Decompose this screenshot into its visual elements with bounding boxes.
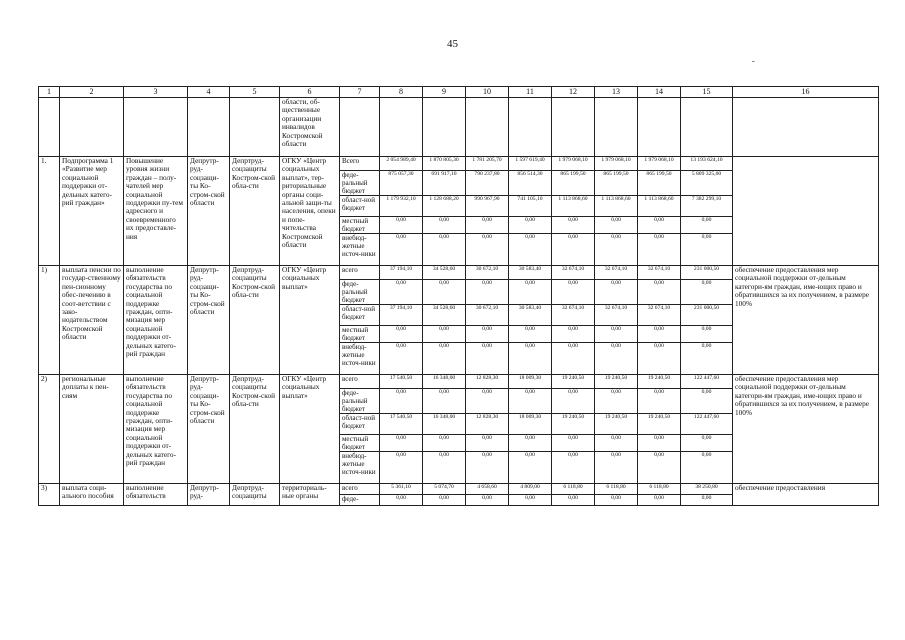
amount-cell: 1 113 868,60	[638, 196, 681, 217]
amount-cell: 0,00	[638, 326, 681, 343]
amount-cell: 0,00	[380, 495, 423, 506]
amount-cell: 741 105,10	[509, 196, 552, 217]
amount-cell: 17 540,50	[380, 414, 423, 435]
amount-cell: 5 809 325,00	[681, 171, 733, 196]
amount-cell: 0,00	[552, 280, 595, 305]
row-number: 1.	[39, 157, 60, 266]
column-header: 7	[340, 87, 380, 98]
amount-cell: 0,00	[423, 389, 466, 414]
amount-cell: 4 809,00	[509, 484, 552, 495]
empty-cell	[681, 98, 733, 157]
amount-cell: 856 514,30	[509, 171, 552, 196]
empty-cell	[380, 98, 423, 157]
amount-cell: 0,00	[552, 326, 595, 343]
amount-cell: 0,00	[595, 452, 638, 484]
amount-cell: 32 674,10	[552, 266, 595, 280]
measure-name: региональные доплаты к пен-сиям	[60, 375, 124, 484]
column-header: 1	[39, 87, 60, 98]
column-header: 3	[124, 87, 188, 98]
amount-cell: 0,00	[681, 452, 733, 484]
amount-cell: 0,00	[380, 435, 423, 452]
amount-cell: 30 672,10	[466, 266, 509, 280]
amount-cell: 0,00	[509, 495, 552, 506]
amount-cell: 1 979 068,10	[638, 157, 681, 171]
amount-cell: 0,00	[380, 343, 423, 375]
amount-cell: 0,00	[423, 234, 466, 266]
amount-cell: 0,00	[509, 435, 552, 452]
column-header: 8	[380, 87, 423, 98]
funding-source: област-ной бюджет	[340, 196, 380, 217]
coexecutor-org: Депртруд-соцзащиты Костром-ской обла-сти	[230, 157, 280, 266]
amount-cell: 19 240,50	[552, 375, 595, 389]
amount-cell: 0,00	[466, 280, 509, 305]
amount-cell: 32 674,10	[595, 266, 638, 280]
amount-cell: 32 674,10	[552, 305, 595, 326]
amount-cell: 19 240,50	[638, 375, 681, 389]
amount-cell: 5 074,70	[423, 484, 466, 495]
amount-cell: 19 240,50	[595, 414, 638, 435]
amount-cell: 6 118,80	[595, 484, 638, 495]
amount-cell: 865 199,50	[552, 171, 595, 196]
header-row	[39, 87, 879, 98]
amount-cell: 0,00	[380, 217, 423, 234]
amount-cell: 0,00	[552, 217, 595, 234]
empty-cell	[423, 98, 466, 157]
funding-source: област-ной бюджет	[340, 414, 380, 435]
amount-cell: 4 658,60	[466, 484, 509, 495]
amount-cell: 0,00	[423, 435, 466, 452]
funding-source: местный бюджет	[340, 435, 380, 452]
expected-result	[733, 157, 879, 266]
amount-cell: 0,00	[595, 495, 638, 506]
funding-source: всего	[340, 484, 380, 495]
amount-cell: 0,00	[552, 435, 595, 452]
responsible-org: Депрутр-руд-соцзащи-ты Ко-стром-ской области	[188, 266, 230, 375]
responsible-org: Депрутр-руд-	[188, 484, 230, 506]
coexecutor-org: Депртруд-соцзащиты	[230, 484, 280, 506]
column-header: 6	[280, 87, 340, 98]
amount-cell: 0,00	[681, 217, 733, 234]
amount-cell: 16 348,00	[423, 375, 466, 389]
table-row	[39, 375, 879, 389]
amount-cell: 0,00	[466, 343, 509, 375]
amount-cell: 0,00	[595, 326, 638, 343]
empty-cell	[340, 98, 380, 157]
expected-result: обеспечение предоставления мер социальной поддержки от-дельным категори-ям граждан, име-ющих право и обратившихся за их получением, в размере 100%	[733, 375, 879, 484]
amount-cell: 691 917,10	[423, 171, 466, 196]
row-number: 1)	[39, 266, 60, 375]
empty-cell	[509, 98, 552, 157]
coexecutor-org: Депртруд-соцзащиты Костром-ской обла-сти	[230, 266, 280, 375]
amount-cell: 18 009,30	[509, 414, 552, 435]
amount-cell: 0,00	[380, 280, 423, 305]
column-header: 15	[681, 87, 733, 98]
amount-cell: 38 250,80	[681, 484, 733, 495]
amount-cell: 32 674,10	[595, 305, 638, 326]
measure-goal: Повышение уровня жизни граждан – полу-чателей мер социальной поддержки пу-тем адресного и своевременного их предоставле-ния	[124, 157, 188, 266]
empty-cell	[466, 98, 509, 157]
column-header: 9	[423, 87, 466, 98]
funding-source: всего	[340, 266, 380, 280]
amount-cell: 34 528,60	[423, 266, 466, 280]
measure-goal: выполнение обязательств	[124, 484, 188, 506]
amount-cell: 0,00	[638, 435, 681, 452]
amount-cell: 0,00	[423, 343, 466, 375]
amount-cell: 0,00	[466, 495, 509, 506]
measure-goal: выполнение обязательств государства по социальной поддержке граждан, опти-мизация мер социальной поддержки от-дельных катего-рий граждан	[124, 266, 188, 375]
amount-cell: 0,00	[466, 435, 509, 452]
amount-cell: 122 447,60	[681, 375, 733, 389]
amount-cell: 0,00	[595, 435, 638, 452]
amount-cell: 0,00	[380, 452, 423, 484]
amount-cell: 0,00	[681, 326, 733, 343]
empty-cell	[230, 98, 280, 157]
amount-cell: 0,00	[638, 234, 681, 266]
column-header: 13	[595, 87, 638, 98]
amount-cell: 0,00	[681, 280, 733, 305]
column-header: 2	[60, 87, 124, 98]
responsible-org: Депрутр-руд-соцзащи-ты Ко-стром-ской области	[188, 157, 230, 266]
amount-cell: 32 674,10	[638, 266, 681, 280]
amount-cell: 0,00	[466, 452, 509, 484]
table-row	[39, 484, 879, 495]
amount-cell: 0,00	[638, 343, 681, 375]
row-number: 2)	[39, 375, 60, 484]
amount-cell: 5 361,10	[380, 484, 423, 495]
table-body	[39, 87, 879, 506]
funding-source: местный бюджет	[340, 217, 380, 234]
funding-source: феде-ральный бюджет	[340, 171, 380, 196]
funding-source: феде-ральный бюджет	[340, 389, 380, 414]
coexecutor-org: Депртруд-соцзащиты Костром-ской обла-сти	[230, 375, 280, 484]
amount-cell: 0,00	[423, 326, 466, 343]
executor-cell: области, об-щественные организации инвалидов Костромской области	[280, 98, 340, 157]
funding-source: Всего	[340, 157, 380, 171]
amount-cell: 0,00	[466, 326, 509, 343]
funding-source: внебюд-жетные источ-ники	[340, 343, 380, 375]
amount-cell: 0,00	[380, 389, 423, 414]
column-header: 16	[733, 87, 879, 98]
column-header: 14	[638, 87, 681, 98]
amount-cell: 12 828,30	[466, 375, 509, 389]
column-header: 11	[509, 87, 552, 98]
corner-mark: -	[751, 56, 755, 67]
funding-source: внебюд-жетные источ-ники	[340, 452, 380, 484]
empty-cell	[733, 98, 879, 157]
amount-cell: 0,00	[509, 452, 552, 484]
amount-cell: 122 447,60	[681, 414, 733, 435]
amount-cell: 790 237,80	[466, 171, 509, 196]
empty-cell	[552, 98, 595, 157]
program-table	[38, 86, 879, 506]
funding-source: феде-ральный бюджет	[340, 280, 380, 305]
amount-cell: 0,00	[681, 343, 733, 375]
amount-cell: 0,00	[681, 495, 733, 506]
empty-cell	[638, 98, 681, 157]
empty-cell	[39, 98, 60, 157]
amount-cell: 231 000,50	[681, 266, 733, 280]
amount-cell: 32 674,10	[638, 305, 681, 326]
amount-cell: 0,00	[595, 217, 638, 234]
empty-cell	[60, 98, 124, 157]
amount-cell: 19 240,50	[595, 375, 638, 389]
funding-source: внебюд-жетные источ-ники	[340, 234, 380, 266]
amount-cell: 0,00	[681, 234, 733, 266]
amount-cell: 0,00	[509, 326, 552, 343]
amount-cell: 1 781 205,70	[466, 157, 509, 171]
column-header: 5	[230, 87, 280, 98]
amount-cell: 37 194,10	[380, 305, 423, 326]
amount-cell: 1 979 068,10	[552, 157, 595, 171]
amount-cell: 30 672,10	[466, 305, 509, 326]
amount-cell: 0,00	[423, 495, 466, 506]
amount-cell: 0,00	[380, 326, 423, 343]
amount-cell: 0,00	[552, 343, 595, 375]
amount-cell: 0,00	[380, 234, 423, 266]
table-row	[39, 266, 879, 280]
amount-cell: 1 870 805,30	[423, 157, 466, 171]
amount-cell: 0,00	[509, 343, 552, 375]
amount-cell: 19 240,50	[638, 414, 681, 435]
amount-cell: 16 348,00	[423, 414, 466, 435]
amount-cell: 990 967,90	[466, 196, 509, 217]
column-header: 4	[188, 87, 230, 98]
amount-cell: 0,00	[552, 452, 595, 484]
amount-cell: 1 979 068,10	[595, 157, 638, 171]
amount-cell: 865 199,50	[638, 171, 681, 196]
amount-cell: 13 193 624,10	[681, 157, 733, 171]
funding-source: феде-	[340, 495, 380, 506]
amount-cell: 865 199,50	[595, 171, 638, 196]
amount-cell: 1 179 932,10	[380, 196, 423, 217]
amount-cell: 0,00	[466, 234, 509, 266]
amount-cell: 0,00	[638, 217, 681, 234]
amount-cell: 0,00	[595, 389, 638, 414]
funding-source: всего	[340, 375, 380, 389]
column-header: 12	[552, 87, 595, 98]
amount-cell: 0,00	[681, 389, 733, 414]
amount-cell: 30 583,40	[509, 305, 552, 326]
amount-cell: 1 128 688,20	[423, 196, 466, 217]
measure-name: выплата соци-ального пособия	[60, 484, 124, 506]
row-number: 3)	[39, 484, 60, 506]
amount-cell: 1 597 619,40	[509, 157, 552, 171]
amount-cell: 0,00	[466, 217, 509, 234]
amount-cell: 1 113 868,60	[552, 196, 595, 217]
amount-cell: 0,00	[552, 234, 595, 266]
amount-cell: 0,00	[595, 234, 638, 266]
amount-cell: 6 118,80	[638, 484, 681, 495]
expected-result: обеспечение предоставления мер социальной поддержки от-дельным категори-ям граждан, име-ющих право и обратившихся за их получением, в размере 100%	[733, 266, 879, 375]
amount-cell: 37 194,10	[380, 266, 423, 280]
measure-name: выплата пенсии по государ-ственному пен-сионному обес-печению в соот-ветствии с зако-нодательством Костромской области	[60, 266, 124, 375]
measure-goal: выполнение обязательств государства по социальной поддержке граждан, опти-мизация мер социальной поддержки от-дельных катего-рий граждан	[124, 375, 188, 484]
amount-cell: 0,00	[681, 435, 733, 452]
amount-cell: 17 540,50	[380, 375, 423, 389]
measure-name: Подпрограмма 1 «Развитие мер социальной поддержки от-дельных катего-рий граждан»	[60, 157, 124, 266]
amount-cell: 1 113 868,60	[595, 196, 638, 217]
amount-cell: 0,00	[509, 389, 552, 414]
column-header: 10	[466, 87, 509, 98]
amount-cell: 34 528,60	[423, 305, 466, 326]
empty-cell	[124, 98, 188, 157]
funding-source: местный бюджет	[340, 326, 380, 343]
executor-org: ОГКУ «Центр социальных выплат», тер-риториальные органы соци-альной защи-ты населения, опеки и попе-чительства Костромской области	[280, 157, 340, 266]
amount-cell: 0,00	[466, 389, 509, 414]
amount-cell: 7 382 299,10	[681, 196, 733, 217]
amount-cell: 12 828,30	[466, 414, 509, 435]
amount-cell: 0,00	[423, 452, 466, 484]
executor-org: ОГКУ «Центр социальных выплат»	[280, 266, 340, 375]
amount-cell: 6 118,80	[552, 484, 595, 495]
amount-cell: 0,00	[509, 280, 552, 305]
amount-cell: 0,00	[423, 280, 466, 305]
table-row	[39, 157, 879, 171]
responsible-org: Депрутр-руд-соцзащи-ты Ко-стром-ской области	[188, 375, 230, 484]
amount-cell: 30 583,40	[509, 266, 552, 280]
executor-org: территориаль-ные органы	[280, 484, 340, 506]
amount-cell: 231 000,50	[681, 305, 733, 326]
funding-source: област-ной бюджет	[340, 305, 380, 326]
amount-cell: 18 009,30	[509, 375, 552, 389]
expected-result: обеспечение предоставления	[733, 484, 879, 506]
amount-cell: 2 054 989,40	[380, 157, 423, 171]
empty-cell	[188, 98, 230, 157]
amount-cell: 0,00	[595, 343, 638, 375]
amount-cell: 0,00	[423, 217, 466, 234]
amount-cell: 0,00	[638, 452, 681, 484]
amount-cell: 0,00	[552, 389, 595, 414]
executor-org: ОГКУ «Центр социальных выплат»	[280, 375, 340, 484]
amount-cell: 0,00	[509, 217, 552, 234]
continuation-row	[39, 98, 879, 157]
amount-cell: 0,00	[638, 280, 681, 305]
page-number: 45	[447, 38, 458, 50]
amount-cell: 0,00	[638, 389, 681, 414]
amount-cell: 0,00	[509, 234, 552, 266]
empty-cell	[595, 98, 638, 157]
amount-cell: 0,00	[638, 495, 681, 506]
amount-cell: 875 057,30	[380, 171, 423, 196]
amount-cell: 19 240,50	[552, 414, 595, 435]
amount-cell: 0,00	[552, 495, 595, 506]
amount-cell: 0,00	[595, 280, 638, 305]
